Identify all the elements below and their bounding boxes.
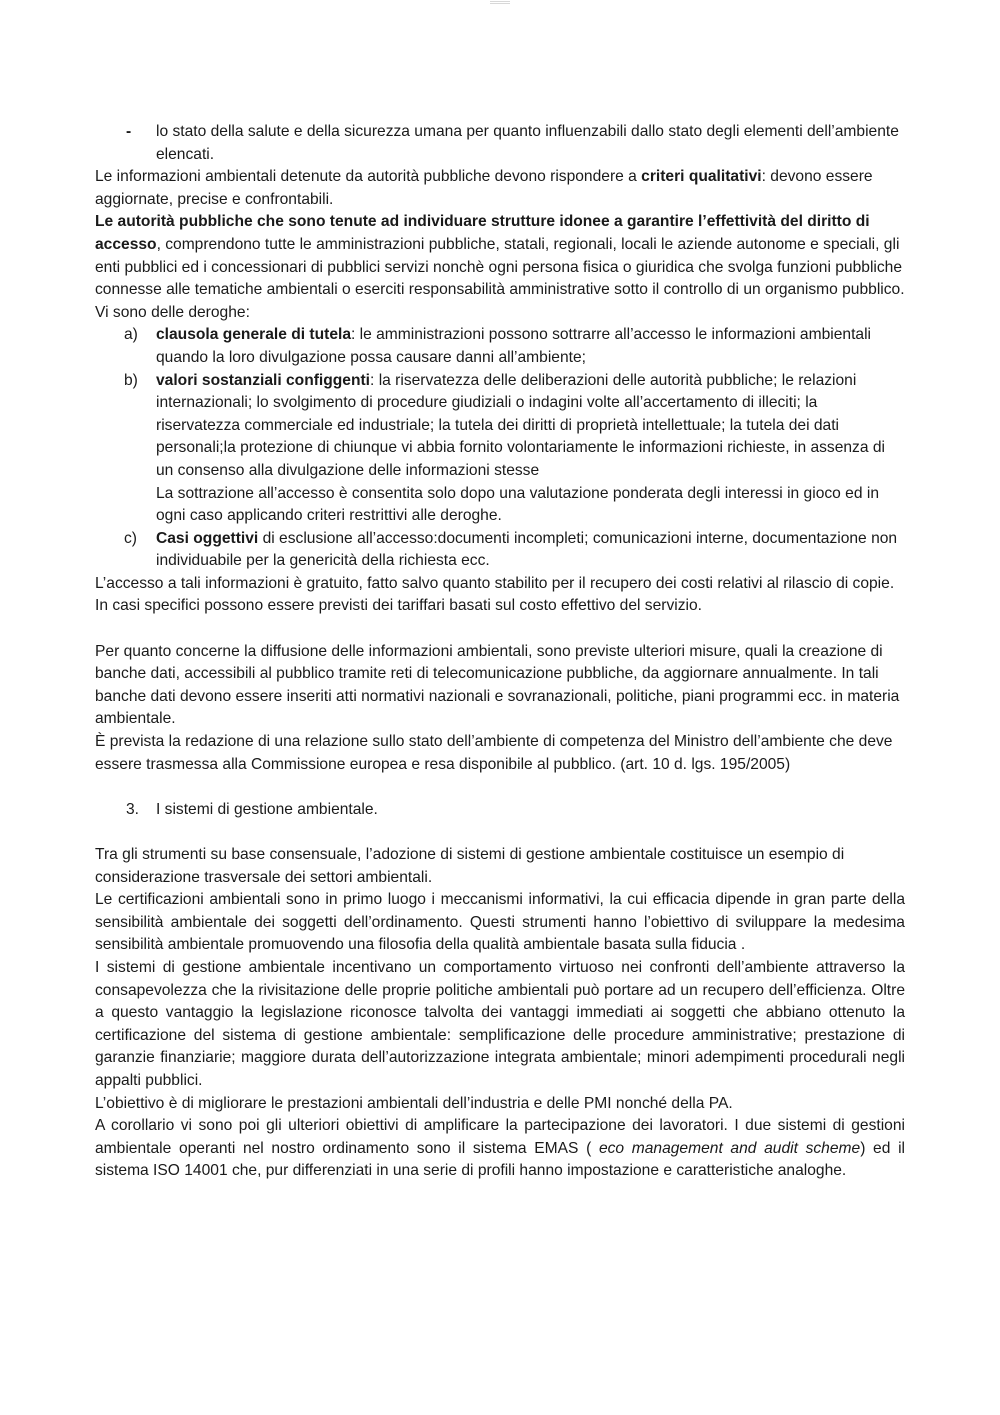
list-marker: a) (124, 326, 138, 344)
paragraph-certificazioni: Le certificazioni ambientali sono in primo luogo i meccanismi informativi, la cui efficacia dipende in gran parte della sensibilità ambientale dei soggetti dell’ordinamento. Questi strumenti hanno l’obiettivo di sviluppare la medesima sensibilità ambientale promuovendo una filosofia della qualità ambientale basata sulla fiducia . (95, 891, 905, 954)
paragraph-autorita (95, 211, 905, 301)
italic-run: eco management and audit scheme (598, 1139, 861, 1157)
paragraph-accesso-gratuito: L’accesso a tali informazioni è gratuito, fatto salvo quanto stabilito per il recupero dei costi relativi al rilascio di copie. In casi specifici possono essere previsti dei tariffari basati sul costo effettivo del servizio. (95, 574, 895, 615)
paragraph-obiettivo: L’obiettivo è di migliorare le prestazioni ambientali dell’industria e delle PMI nonché della PA. (95, 1094, 733, 1112)
paragraph-sistemi: I sistemi di gestione ambientale incentivano un comportamento virtuoso nei confronti dell’ambiente attraverso la consapevolezza che la rivisitazione delle proprie politiche ambientali può portare ad un recupero dell’efficienza. Oltre a questo vantaggio la legislazione riconosce talvolta dei vantaggi immediati ai soggetti che abbiano ottenuto la certificazione del sistema di gestione ambientale: semplificazione delle procedure amministrative; prestazione di garanzie finanziarie; maggiore durata dell’autorizzazione integrata ambientale; minori adempimenti procedurali negli appalti pubblici. (95, 958, 905, 1089)
text-run: : le amministrazioni possono sottrarre all’accesso le informazioni ambientali quando la loro divulgazione possa causare danni all’ambiente; (156, 326, 872, 366)
text-run: , comprendono tutte le amministrazioni pubbliche, statali, regionali, locali le aziende autonome e speciali, gli enti pubblici ed i concessionari di pubblici servizi nonchè ogni persona fisica o giuridica che svolga funzioni pubbliche connesse alle tematiche ambientali o eserciti responsabilità amministrative sotto il controllo di un organismo pubblico. (95, 235, 905, 299)
header-mark (490, 0, 510, 3)
paragraph-criteri (95, 166, 905, 211)
blank-line (95, 776, 905, 799)
list-item-b-continuation: La sottrazione all’accesso è consentita solo dopo una valutazione ponderata degli interessi in gioco ed in ogni caso applicando criteri restrittivi alle deroghe. (156, 484, 879, 525)
paragraph-diffusione: Per quanto concerne la diffusione delle informazioni ambientali, sono previste ulteriori misure, quali la creazione di banche dati, accessibili al pubblico tramite reti di telecomunicazione pubbliche, da aggiornare annualmente. In tali banche dati devono essere inseriti atti normativi nazionali e sovranazionali, politiche, piani programmi ecc. in materia ambientale. (95, 642, 900, 728)
paragraph-deroghe: Vi sono delle deroghe: (95, 303, 250, 321)
text-run: Le informazioni ambientali detenute da autorità pubbliche devono rispondere a (95, 168, 642, 186)
paragraph-emas (95, 1115, 905, 1183)
list-item-text (156, 324, 905, 369)
document-body (95, 121, 905, 1183)
text-run: ) ed il sistema ISO 14001 che, pur differenziati in una serie di profili hanno impostazione e caratteristiche analoghe. (95, 1139, 905, 1180)
list-item-text (156, 528, 905, 573)
paragraph-relazione: È prevista la redazione di una relazione sullo stato dell’ambiente di competenza del Ministro dell’ambiente che deve essere trasmessa alla Commissione europea e resa disponibile al pubblico. (art. 10 d. lgs. 195/2005) (95, 733, 893, 773)
list-marker: c) (124, 529, 137, 547)
bold-run: valori sostanziali configgenti (156, 371, 371, 389)
list-item-dash (95, 121, 905, 166)
list-item-c (95, 528, 905, 573)
section-heading (95, 799, 905, 822)
bold-run: clausola generale di tutela (156, 326, 351, 344)
bold-run: Le autorità pubbliche che sono tenute ad individuare strutture idonee a garantire l’effettività del diritto di accesso (95, 213, 870, 253)
bold-run: Casi oggettivi (156, 529, 259, 547)
list-item-a (95, 324, 905, 369)
text-run: : devono essere aggiornate, precise e confrontabili. (95, 168, 873, 208)
heading-text: I sistemi di gestione ambientale. (156, 800, 378, 818)
bold-run: criteri qualitativi (641, 168, 762, 186)
heading-number: 3. (126, 800, 140, 818)
list-item-text: lo stato della salute e della sicurezza umana per quanto influenzabili dallo stato degli elementi dell’ambiente elencati. (156, 123, 899, 163)
list-item-text (156, 370, 905, 483)
list-marker: b) (124, 371, 138, 389)
list-marker: - (126, 123, 132, 140)
list-item-b (95, 370, 905, 483)
blank-line (95, 618, 905, 641)
paragraph-strumenti: Tra gli strumenti su base consensuale, l’adozione di sistemi di gestione ambientale costituisce un esempio di considerazione trasversale dei settori ambientali. (95, 846, 845, 886)
text-run: di esclusione all’accesso:documenti incompleti; comunicazioni interne, documentazione non individuabile per la genericità della richiesta ecc. (156, 529, 898, 570)
text-run: : la riservatezza delle deliberazioni delle autorità pubbliche; le relazioni internazionali; lo svolgimento di procedure giudiziali o indagini volte all’accertamento di illeciti; la riservatezza commerciale ed industriale; la tutela dei diritti di proprietà intellettuale; la tutela dei dati personali;la protezione di chiunque vi abbia fornito volontariamente le informazioni richieste, in assenza di un consenso alla divulgazione delle informazioni stesse (156, 371, 885, 479)
blank-line (95, 821, 905, 844)
text-run: A corollario vi sono poi gli ulteriori obiettivi di amplificare la partecipazione dei lavoratori. I due sistemi di gestioni ambientale operanti nel nostro ordinamento sono il sistema EMAS ( (95, 1117, 905, 1157)
